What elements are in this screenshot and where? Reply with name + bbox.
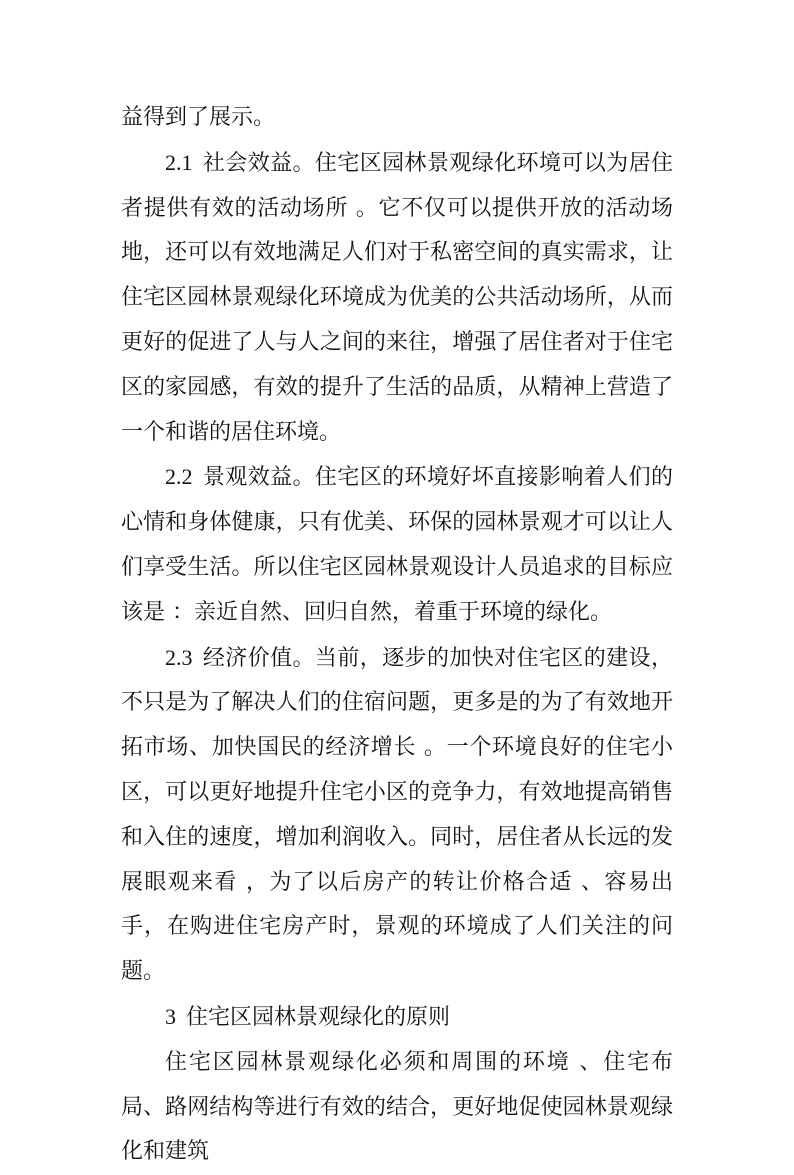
paragraph-text: 住宅区园林景观绿化必须和周围的环境 、住宅布局、路网结构等进行有效的结合，更好地促使园林景观绿化和建筑	[121, 1049, 673, 1165]
paragraph-continuation	[121, 96, 673, 141]
section-number: 3	[165, 1003, 176, 1029]
paragraph-principles-body	[121, 1041, 673, 1175]
section-number: 2.3	[165, 644, 193, 670]
body-text	[121, 96, 673, 1175]
paragraph-text: 社会效益。住宅区园林景观绿化环境可以为居住者提供有效的活动场所 。它不仅可以提供开放的活动场地，还可以有效地满足人们对于私密空间的真实需求，让住宅区园林景观绿化环境成为优美的公共活动场所，从而更好的促进了人与人之间的来往，增强了居住者对于住宅区的家园感，有效的提升了生活的品质，从精神上营造了一个和谐的居住环境。	[121, 150, 673, 445]
paragraph-economic-value	[121, 636, 673, 995]
paragraph-social-benefit	[121, 141, 673, 456]
section-heading-text: 住宅区园林景观绿化的原则	[186, 1004, 451, 1030]
section-number: 2.2	[165, 464, 193, 490]
paragraph-text: 经济价值。当前，逐步的加快对住宅区的建设，不只是为了解决人们的住宿问题，更多是的为了有效地开拓市场、加快国民的经济增长 。一个环境良好的住宅小区，可以更好地提升住宅小区的竞争力，有效地提高销售和入住的速度，增加利润收入。同时，居住者从长远的发展眼观来看 ，为了以后房产的转让价格合适 、容易出手，在购进住宅房产时，景观的环境成了人们关注的问题。	[121, 645, 673, 985]
paragraph-landscape-benefit	[121, 455, 673, 635]
paragraph-text: 益得到了展示。	[121, 105, 276, 130]
paragraph-text: 景观效益。住宅区的环境好坏直接影响着人们的心情和身体健康，只有优美、环保的园林景观才可以让人们享受生活。所以住宅区园林景观设计人员追求的目标应该是 ：亲近自然、回归自然，着重于环境的绿化。	[121, 465, 673, 625]
section-heading-principles	[121, 995, 673, 1041]
section-number: 2.1	[165, 149, 193, 175]
